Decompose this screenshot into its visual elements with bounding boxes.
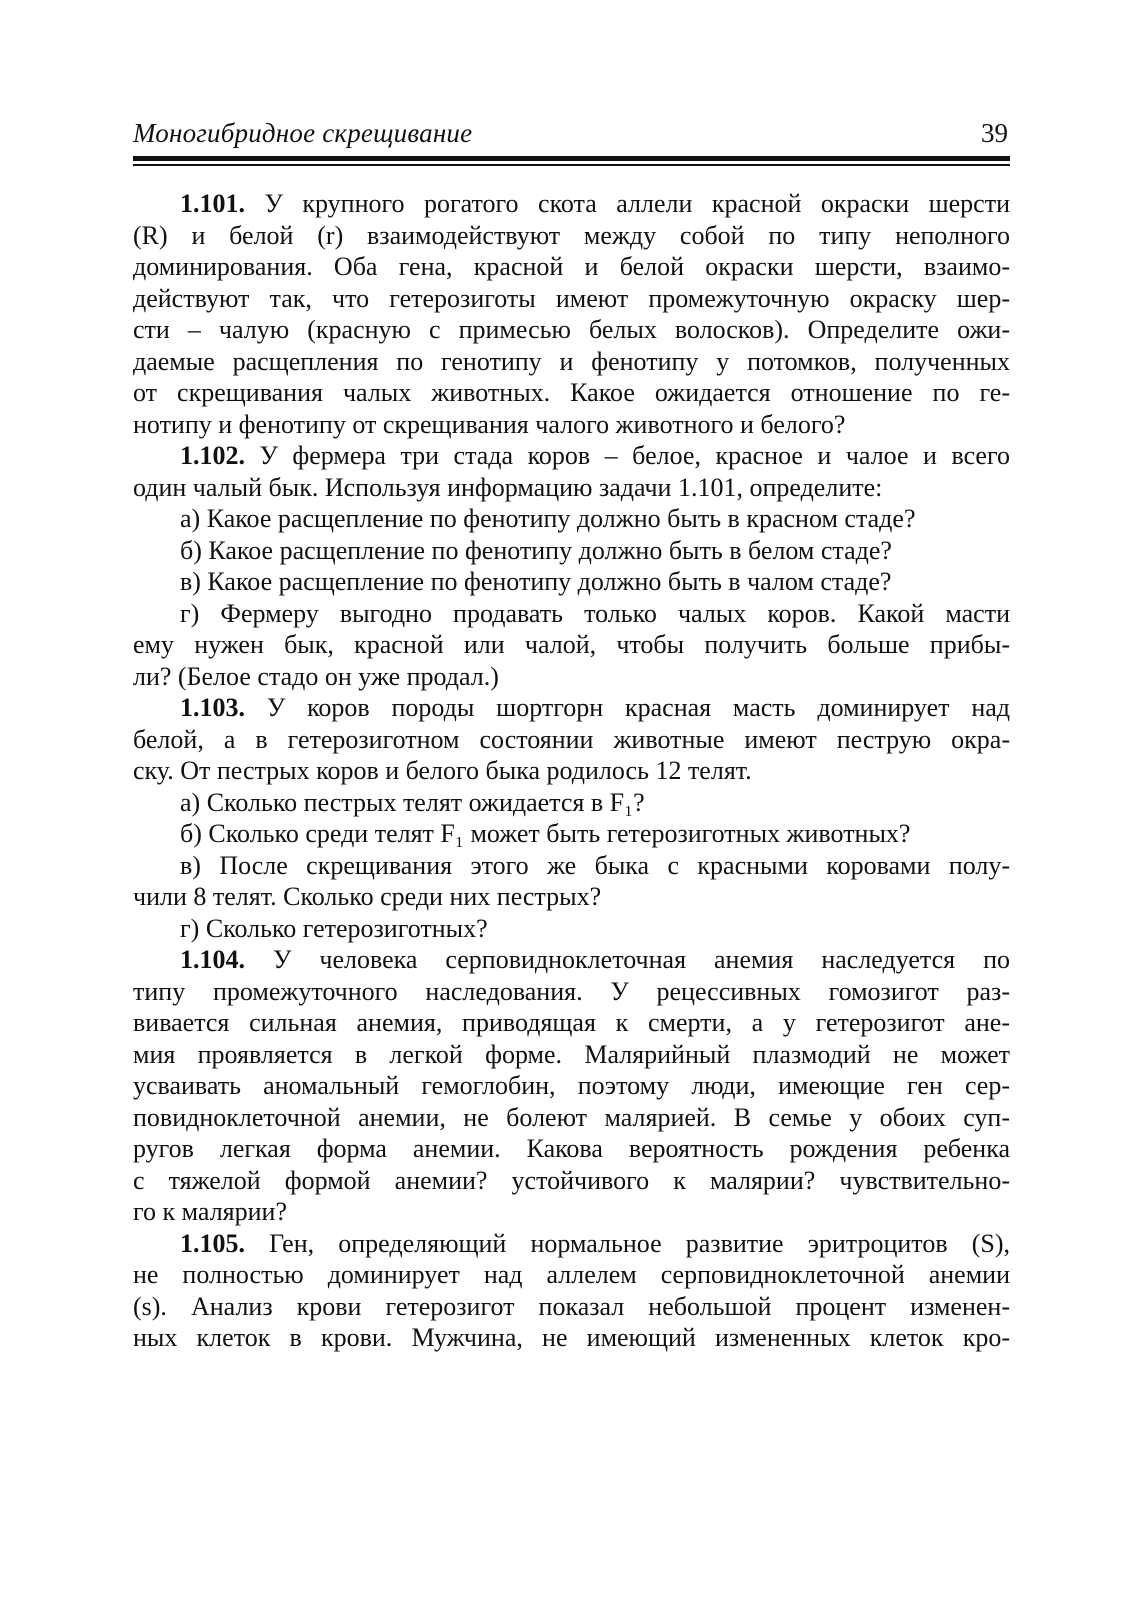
text-line <box>133 1133 1010 1165</box>
line-text: чили 8 телят. Сколько среди них пестрых? <box>133 882 602 911</box>
section-title: Моногибридное скрещивание <box>133 118 473 148</box>
line-text: У коров породы шортгорн красная масть доминирует над <box>245 693 1010 722</box>
line-text: не полностью доминирует над аллелем серповидноклеточной анемии <box>133 1260 1010 1289</box>
line-text: доминирования. Оба гена, красной и белой окраски шерсти, взаимо- <box>133 252 1010 281</box>
problem-number: 1.101. <box>180 189 245 218</box>
header-rule-thick <box>133 156 1010 161</box>
line-text: Ген, определяющий нормальное развитие эритроцитов (S), <box>245 1228 1010 1258</box>
text-line <box>133 535 1010 567</box>
text-line <box>133 1196 1010 1228</box>
text-line <box>133 944 1010 976</box>
text-line <box>133 661 1010 693</box>
line-text: ругов легкая форма анемии. Какова вероятность рождения ребенка <box>133 1134 1010 1163</box>
line-text: б) Какое расщепление по фенотипу должно быть в белом стаде? <box>180 535 892 565</box>
text-line <box>133 1102 1010 1134</box>
text-line <box>133 409 1010 441</box>
problem-number: 1.104. <box>180 945 245 974</box>
text-line <box>133 1322 1010 1354</box>
line-text: б) Сколько среди телят F₁ может быть гетерозиготных животных? <box>180 819 911 848</box>
text-line <box>133 598 1010 630</box>
text-line <box>133 850 1010 882</box>
text-line <box>133 881 1010 913</box>
line-text: с тяжелой формой анемии? устойчивого к малярии? чувствительно- <box>133 1165 1010 1195</box>
text-line <box>133 1007 1010 1039</box>
text-line <box>133 913 1010 945</box>
text-line <box>133 1070 1010 1102</box>
text-line <box>133 692 1010 724</box>
running-header <box>133 112 1010 152</box>
line-text: ску. От пестрых коров и белого быка родилось 12 телят. <box>133 756 752 785</box>
line-text: сти – чалую (красную с примесью белых волосков). Определите ожи- <box>133 315 1010 344</box>
line-text: го к малярии? <box>133 1197 287 1226</box>
line-text: У человека серповидноклеточная анемия наследуется по <box>245 945 1010 974</box>
line-text: а) Какое расщепление по фенотипу должно быть в красном стаде? <box>180 504 916 533</box>
problem-text-body <box>133 188 1010 1354</box>
line-text: усваивать аномальный гемоглобин, поэтому люди, имеющие ген сер- <box>133 1071 1010 1100</box>
line-text: ему нужен бык, красной или чалой, чтобы получить больше прибы- <box>133 630 1010 659</box>
line-text: действуют так, что гетерозиготы имеют промежуточную окраску шер- <box>133 283 1010 313</box>
text-line <box>133 188 1010 220</box>
text-line <box>133 377 1010 409</box>
line-text: от скрещивания чалых животных. Какое ожидается отношение по ге- <box>133 378 1010 407</box>
text-line <box>133 1039 1010 1071</box>
line-text: белой, а в гетерозиготном состоянии животные имеют пеструю окра- <box>133 724 1010 754</box>
line-text: г) Фермеру выгодно продавать только чалых коров. Какой масти <box>180 598 1010 628</box>
text-line <box>133 1165 1010 1197</box>
problem-number: 1.105. <box>180 1228 245 1258</box>
line-text: г) Сколько гетерозиготных? <box>180 913 488 943</box>
text-line <box>133 629 1010 661</box>
text-line <box>133 220 1010 252</box>
line-text: в) Какое расщепление по фенотипу должно быть в чалом стаде? <box>180 567 892 596</box>
text-line <box>133 724 1010 756</box>
line-text: (R) и белой (r) взаимодействуют между собой по типу неполного <box>133 220 1010 250</box>
line-text: типу промежуточного наследования. У рецессивных гомозигот раз- <box>133 976 1010 1006</box>
line-text: (s). Анализ крови гетерозигот показал небольшой процент изменен- <box>133 1291 1010 1321</box>
header-rule-thin <box>133 164 1010 166</box>
line-text: У крупного рогатого скота аллели красной окраски шерсти <box>245 189 1010 218</box>
problem-number: 1.103. <box>180 693 245 722</box>
line-text: повидноклеточной анемии, не болеют малярией. В семье у обоих суп- <box>133 1102 1010 1132</box>
line-text: а) Сколько пестрых телят ожидается в F₁? <box>180 787 645 817</box>
text-line <box>133 787 1010 819</box>
line-text: один чалый бык. Используя информацию задачи 1.101, определите: <box>133 472 883 502</box>
text-line <box>133 566 1010 598</box>
text-line <box>133 440 1010 472</box>
problem-number: 1.102. <box>180 441 245 470</box>
text-line <box>133 251 1010 283</box>
text-line <box>133 1259 1010 1291</box>
line-text: нотипу и фенотипу от скрещивания чалого животного и белого? <box>133 409 846 439</box>
text-line <box>133 755 1010 787</box>
line-text: в) После скрещивания этого же быка с красными коровами полу- <box>180 850 1010 880</box>
line-text: ли? (Белое стадо он уже продал.) <box>133 661 499 691</box>
line-text: даемые расщепления по генотипу и фенотипу у потомков, полученных <box>133 346 1010 376</box>
text-line <box>133 472 1010 504</box>
page-number: 39 <box>981 118 1008 148</box>
line-text: ных клеток в крови. Мужчина, не имеющий измененных клеток кро- <box>133 1323 1010 1352</box>
line-text: У фермера три стада коров – белое, красное и чалое и всего <box>245 441 1010 470</box>
text-line <box>133 818 1010 850</box>
text-line <box>133 1228 1010 1260</box>
text-line <box>133 314 1010 346</box>
text-line <box>133 503 1010 535</box>
line-text: вивается сильная анемия, приводящая к смерти, а у гетерозигот ане- <box>133 1008 1010 1037</box>
text-line <box>133 346 1010 378</box>
line-text: мия проявляется в легкой форме. Малярийный плазмодий не может <box>133 1039 1010 1069</box>
text-line <box>133 283 1010 315</box>
text-line <box>133 976 1010 1008</box>
text-line <box>133 1291 1010 1323</box>
